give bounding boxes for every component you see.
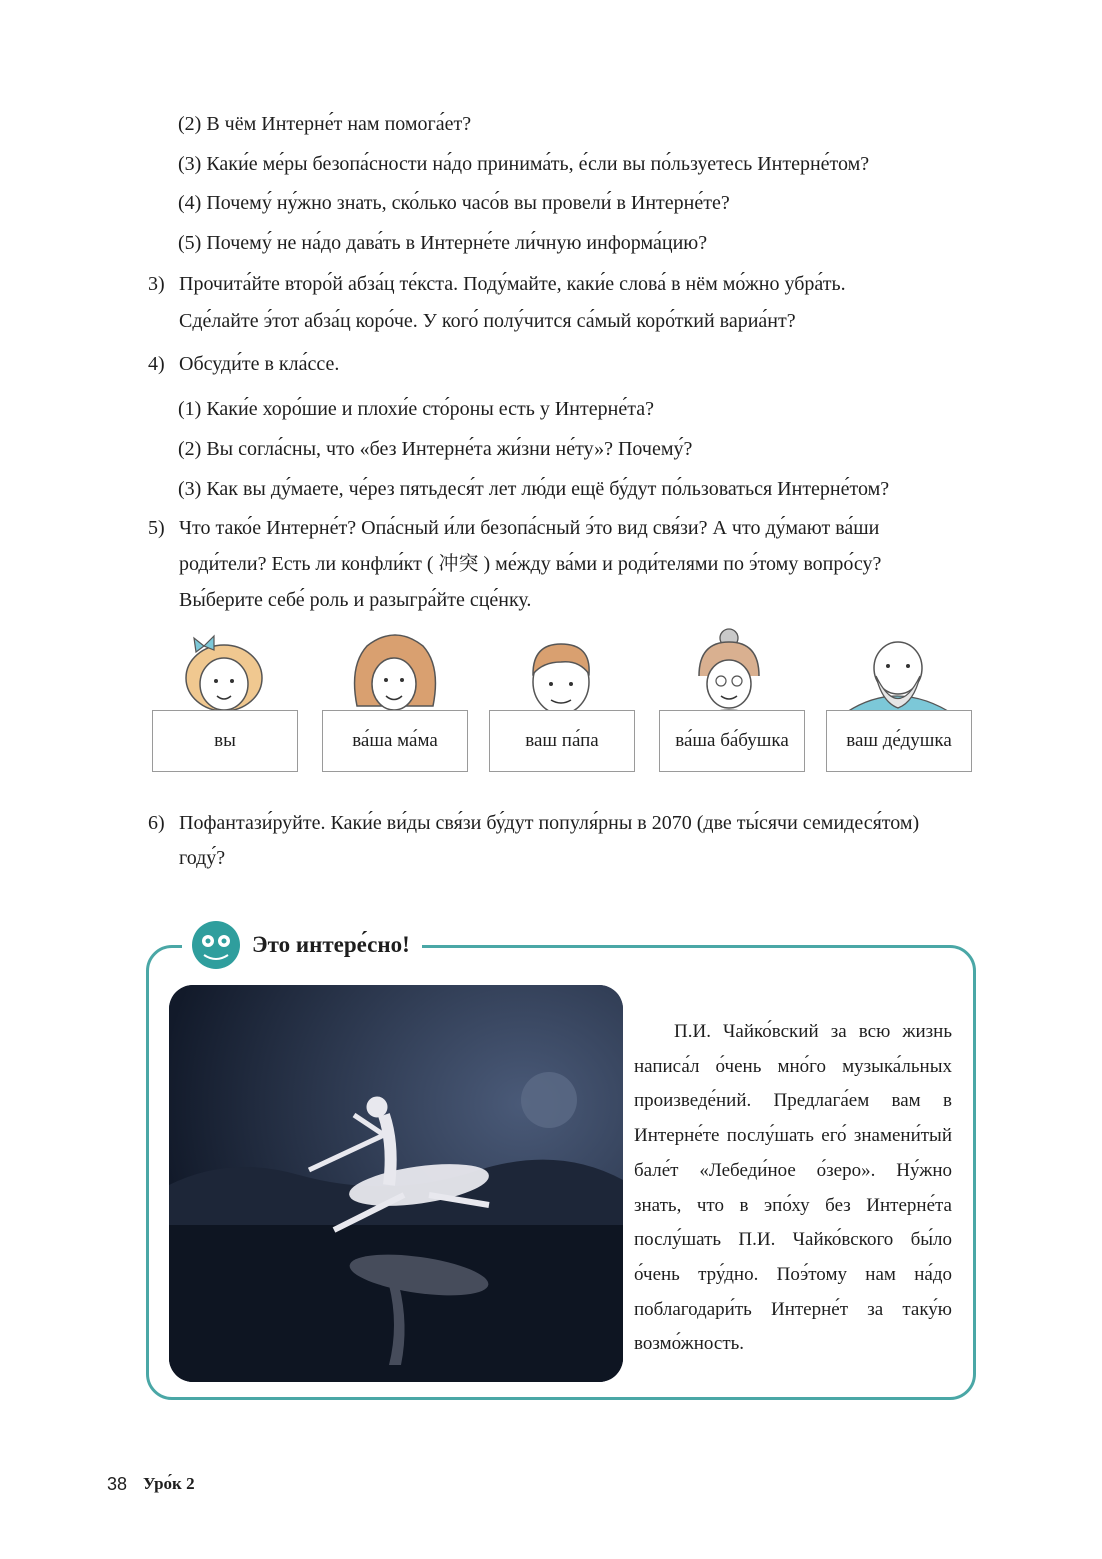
grandmother-icon <box>659 626 809 716</box>
question-2: (2) В чём Интерне́т нам помога́ет? <box>178 113 472 135</box>
lesson-label: Уро́к 2 <box>143 1474 195 1493</box>
fact-box-header <box>182 918 422 972</box>
task-4-number: 4) <box>148 353 165 375</box>
character-child <box>152 626 302 776</box>
father-icon <box>489 626 639 716</box>
task-3-number: 3) <box>148 273 165 295</box>
task-4-sub-3: (3) Как вы ду́маете, че́рез пятьдеся́т лет лю́ди ещё бу́дут по́льзоваться Интерне́том? <box>178 478 890 500</box>
owls-icon <box>190 919 242 971</box>
question-3: (3) Каки́е ме́ры безопа́сности на́до принима́ть, е́сли вы по́льзуетесь Интерне́том? <box>178 153 870 175</box>
character-grandmother <box>659 626 809 776</box>
task-6-line-2: году́? <box>179 847 226 869</box>
task-5-number: 5) <box>148 517 165 539</box>
role-card-father: ваш па́па <box>489 710 635 772</box>
swan-lake-ballerina-image <box>169 985 623 1382</box>
task-3-line-2: Сде́лайте э́тот абза́ц коро́че. У кого́ полу́чится са́мый коро́ткий вариа́нт? <box>179 310 796 332</box>
mother-icon <box>322 626 472 716</box>
character-grandfather <box>826 626 976 776</box>
task-4-sub-2: (2) Вы согла́сны, что «без Интерне́та жи́зни не́ту»? Почему́? <box>178 438 693 460</box>
role-card-grandmother: ва́ша ба́бушка <box>659 710 805 772</box>
role-card-mother: ва́ша ма́ма <box>322 710 468 772</box>
question-4: (4) Почему́ ну́жно знать, ско́лько часо́в вы провели́ в Интерне́те? <box>178 192 730 214</box>
fact-box-title: Это интере́сно! <box>252 932 410 957</box>
task-5-line-1: Что тако́е Интерне́т? Опа́сный и́ли безопа́сный э́то вид свя́зи? А что ду́мают ва́ши <box>179 517 880 539</box>
role-card-you: вы <box>152 710 298 772</box>
page-number: 38 <box>107 1474 128 1494</box>
role-card-grandfather: ваш де́душка <box>826 710 972 772</box>
task-4-sub-1: (1) Каки́е хоро́шие и плохи́е сто́роны есть у Интерне́та? <box>178 398 654 420</box>
task-6-number: 6) <box>148 812 165 834</box>
character-mother <box>322 626 472 776</box>
task-6-line-1: Пофантази́руйте. Каки́е ви́ды свя́зи бу́дут популя́рны в 2070 (две ты́сячи семидеся́том) <box>179 812 920 834</box>
ballet-photo <box>169 985 623 1382</box>
task-5-line-3: Вы́берите себе́ роль и разыгра́йте сце́нку. <box>179 589 532 611</box>
grandfather-icon <box>826 626 976 716</box>
fact-text: П.И. Чайко́вский за всю жизнь написа́л о́чень мно́го музыка́льных произведе́ний. Предлага́ем вам в Интерне́те послу́шать его́ знамени́тый бале́т «Лебеди́ное о́зеро». Ну́жно знать, что в эпо́ху без Интерне́та послу́шать П.И. Чайко́вского бы́ло о́чень тру́дно. Поэ́тому нам на́до поблагодари́ть Интерне́т за таку́ю возмо́жность. <box>634 1021 952 1355</box>
task-5-line-2: роди́тели? Есть ли конфли́кт ( 冲突 ) ме́жду ва́ми и роди́телями по э́тому вопро́су? <box>179 553 882 575</box>
girl-icon <box>152 626 302 716</box>
task-3-line-1: Прочита́йте второ́й абза́ц те́кста. Поду́майте, каки́е слова́ в нём мо́жно убра́ть. <box>179 273 846 295</box>
character-father <box>489 626 639 776</box>
question-5: (5) Почему́ не на́до дава́ть в Интерне́те ли́чную информа́цию? <box>178 232 708 254</box>
task-4-line-1: Обсуди́те в кла́ссе. <box>179 353 340 375</box>
